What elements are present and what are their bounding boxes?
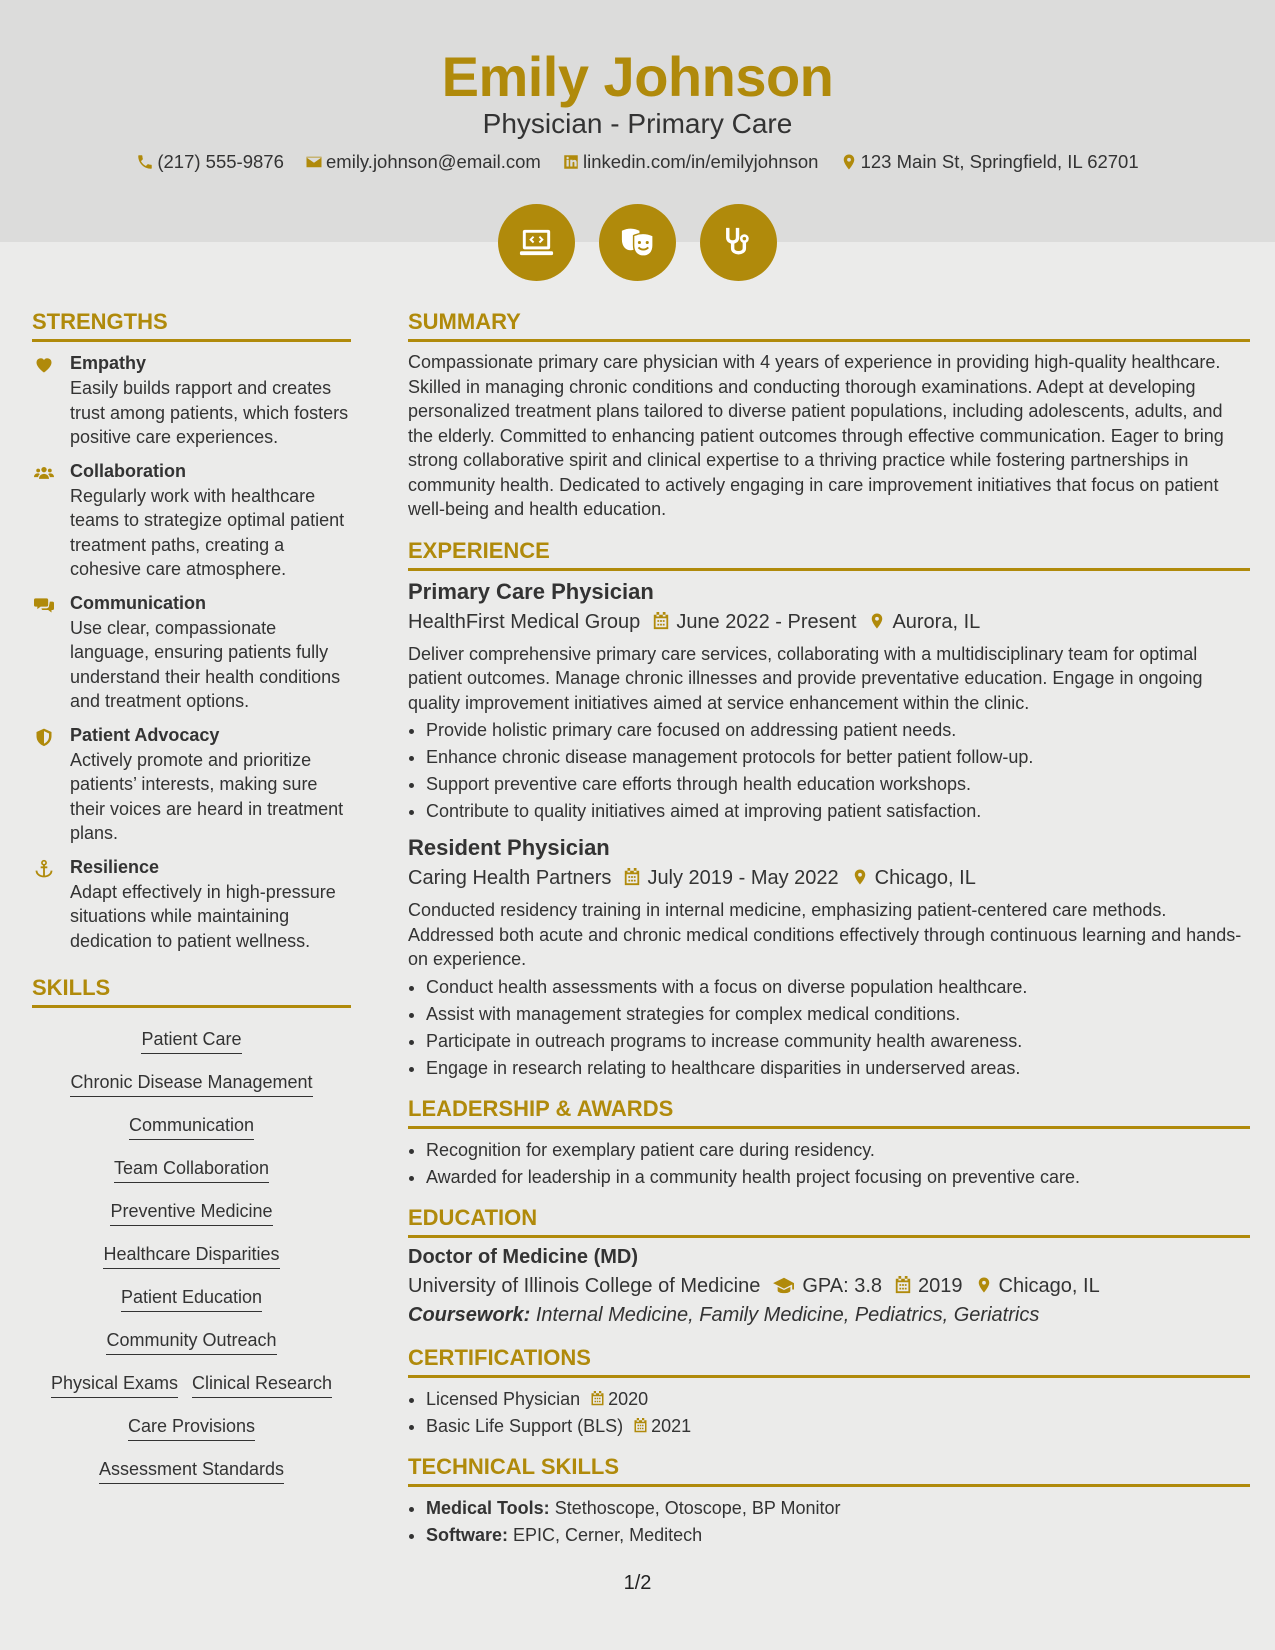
skill-tag: Care Provisions [128, 1416, 255, 1441]
list-item: • Provide holistic primary care focused on addressing patient needs. [426, 717, 1250, 744]
job-description: Conducted residency training in internal medicine, emphasizing patient-centered care methods. Addressed both acute and chronic medical conditions effectively through continuous learning and hands-on experience. [408, 900, 1242, 969]
strength-item [32, 857, 351, 954]
skill-tag: Healthcare Disparities [103, 1244, 279, 1269]
tech-label: Medical Tools: [426, 1497, 550, 1518]
shield-icon [34, 727, 54, 747]
calendar-icon [894, 1275, 912, 1295]
technical-skills-list [408, 1495, 1250, 1549]
calendar-icon [633, 1417, 648, 1434]
summary-text: Compassionate primary care physician with 4 years of experience in providing high-quality healthcare. Skilled in managing chronic conditions and conducting thorough examinations. Adept at developing personalized treatment plans tailored to diverse patient populations, including adolescents, adults, and the elderly. Committed to enhancing patient outcomes through effective communication. Eager to bring strong collaborative spirit and clinical expertise to a thriving practice while fostering partnerships in community health. Dedicated to actively engaging in care improvement initiatives that focus on patient well-being and health education. [408, 352, 1224, 519]
laptop-code-icon [517, 223, 556, 262]
technical-skills-heading: TECHNICAL SKILLS [408, 1454, 1250, 1487]
calendar-icon [652, 611, 670, 631]
skills-list [32, 1020, 351, 1493]
contact-linkedin[interactable] [562, 151, 818, 173]
cert-name: Basic Life Support (BLS) [426, 1415, 624, 1436]
phone-text: (217) 555-9876 [157, 151, 284, 172]
list-item [426, 1413, 1250, 1440]
candidate-title: Physician - Primary Care [482, 108, 793, 139]
strength-desc: Adapt effectively in high-pressure situations while maintaining dedication to patient wellness. [70, 881, 336, 951]
address-text: 123 Main St, Springfield, IL 62701 [860, 151, 1139, 172]
calendar-icon [590, 1390, 605, 1407]
skill-tag: Chronic Disease Management [70, 1072, 312, 1097]
list-item: • Support preventive care efforts through health education workshops. [426, 771, 1250, 798]
job-title: Primary Care Physician [408, 578, 654, 604]
envelope-icon [305, 153, 323, 171]
coursework-label: Coursework: [408, 1303, 531, 1326]
map-marker-icon [851, 867, 869, 887]
strength-item [32, 593, 351, 714]
heart-icon [34, 355, 54, 375]
leadership-heading: LEADERSHIP & AWARDS [408, 1096, 1250, 1129]
list-item [426, 1386, 1250, 1413]
education-meta [408, 1275, 1250, 1298]
coursework [408, 1304, 1250, 1327]
job-location: Aurora, IL [892, 610, 981, 633]
job-meta [408, 867, 1250, 890]
skills-heading: SKILLS [32, 975, 351, 1008]
skill-tag: Communication [129, 1115, 254, 1140]
school-location: Chicago, IL [998, 1274, 1100, 1297]
strength-desc: Regularly work with healthcare teams to strategize optimal patient treatment paths, creating a cohesive care atmosphere. [70, 485, 345, 579]
strength-item [32, 725, 351, 846]
list-item [426, 1495, 1250, 1522]
strength-name: Communication [70, 592, 207, 613]
tech-value: Stethoscope, Otoscope, BP Monitor [554, 1497, 841, 1518]
strengths-list [32, 353, 351, 953]
job-company: HealthFirst Medical Group [408, 610, 641, 633]
job-entry [408, 579, 1250, 826]
strength-name: Resilience [70, 856, 160, 877]
list-item [426, 1522, 1250, 1549]
skill-tag: Team Collaboration [114, 1158, 269, 1183]
leadership-list [408, 1137, 1250, 1191]
laptop-code-badge [498, 204, 575, 281]
users-icon [34, 463, 54, 483]
cert-year: 2021 [651, 1415, 692, 1436]
email-text: emily.johnson@email.com [326, 151, 541, 172]
skill-tag: Patient Education [121, 1287, 262, 1312]
page-number: 1/2 [623, 1572, 652, 1594]
coursework-list: Internal Medicine, Family Medicine, Pediatrics, Geriatrics [535, 1303, 1040, 1326]
job-title: Resident Physician [408, 835, 610, 860]
strength-desc: Use clear, compassionate language, ensuring patients fully understand their health conditions and treatment options. [70, 617, 341, 711]
theater-masks-icon [618, 223, 657, 262]
certifications-list [408, 1386, 1250, 1440]
degree-title: Doctor of Medicine (MD) [408, 1245, 638, 1268]
list-item: • Contribute to quality initiatives aimed at improving patient satisfaction. [426, 798, 1250, 825]
graduation-cap-icon [772, 1275, 796, 1295]
cert-name: Licensed Physician [426, 1388, 581, 1409]
skill-tag: Assessment Standards [99, 1459, 284, 1484]
job-dates: July 2019 - May 2022 [647, 867, 839, 889]
strength-name: Patient Advocacy [70, 724, 220, 745]
list-item: • Enhance chronic disease management protocols for better patient follow-up. [426, 744, 1250, 771]
skill-tag: Clinical Research [192, 1373, 332, 1398]
candidate-name: Emily Johnson [441, 45, 834, 108]
job-entry [408, 835, 1250, 1082]
job-description: Deliver comprehensive primary care services, collaborating with a multidisciplinary team for optimal patient outcomes. Manage chronic illnesses and provide preventative education. Engage in ongoing quality improvement initiatives aimed at service enhancement within the clinic. [408, 643, 1203, 713]
education-entry [408, 1246, 1250, 1327]
list-item: • Engage in research relating to healthcare disparities in underserved areas. [426, 1055, 1250, 1082]
anchor-icon [34, 859, 54, 879]
strength-desc: Easily builds rapport and creates trust among patients, which fosters positive care experiences. [70, 378, 349, 447]
experience-heading: EXPERIENCE [408, 538, 1250, 571]
list-item: • Awarded for leadership in a community health project focusing on preventive care. [426, 1164, 1250, 1191]
skill-tag: Preventive Medicine [110, 1201, 272, 1226]
strength-name: Empathy [70, 353, 147, 373]
strength-name: Collaboration [70, 460, 186, 481]
strengths-heading: STRENGTHS [32, 309, 351, 342]
job-meta [408, 611, 1250, 634]
header-icon-row [0, 204, 1275, 286]
phone-icon [136, 153, 154, 171]
tech-value: EPIC, Cerner, Meditech [513, 1524, 703, 1545]
list-item: • Participate in outreach programs to increase community health awareness. [426, 1028, 1250, 1055]
job-location: Chicago, IL [874, 867, 976, 889]
list-item: • Assist with management strategies for complex medical conditions. [426, 1001, 1250, 1028]
school-name: University of Illinois College of Medicine [408, 1274, 761, 1297]
contact-address [840, 151, 1139, 173]
list-item: • Recognition for exemplary patient care during residency. [426, 1137, 1250, 1164]
stethoscope-icon [719, 223, 758, 262]
graduation-year: 2019 [918, 1274, 963, 1297]
contact-email[interactable] [305, 151, 541, 173]
calendar-icon [623, 867, 641, 887]
strength-item [32, 353, 351, 450]
skill-tag: Community Outreach [106, 1330, 276, 1355]
map-marker-icon [975, 1275, 993, 1295]
job-bullets [408, 717, 1250, 825]
gpa: GPA: 3.8 [802, 1274, 883, 1297]
map-marker-icon [868, 611, 886, 631]
job-dates: June 2022 - Present [676, 610, 857, 633]
linkedin-text: linkedin.com/in/emilyjohnson [582, 151, 819, 172]
certifications-heading: CERTIFICATIONS [408, 1345, 1250, 1378]
linkedin-icon [562, 153, 580, 171]
contact-bar [0, 151, 1275, 173]
job-bullets [408, 974, 1250, 1082]
strength-item [32, 461, 351, 582]
comments-icon [34, 595, 54, 615]
right-column [408, 309, 1250, 1549]
map-marker-icon [840, 153, 858, 171]
summary-heading: SUMMARY [408, 309, 1250, 342]
skill-tag: Patient Care [141, 1029, 241, 1054]
job-company: Caring Health Partners [408, 867, 612, 889]
strength-desc: Actively promote and prioritize patients’ interests, making sure their voices are heard in treatment plans. [70, 749, 344, 843]
contact-phone[interactable] [136, 151, 284, 173]
skill-tag: Physical Exams [51, 1373, 178, 1398]
list-item: • Conduct health assessments with a focus on diverse population healthcare. [426, 974, 1250, 1001]
tech-label: Software: [426, 1524, 509, 1545]
stethoscope-badge [700, 204, 777, 281]
education-heading: EDUCATION [408, 1205, 1250, 1238]
cert-year: 2020 [608, 1388, 649, 1409]
theater-masks-badge [599, 204, 676, 281]
left-column [32, 309, 351, 1493]
